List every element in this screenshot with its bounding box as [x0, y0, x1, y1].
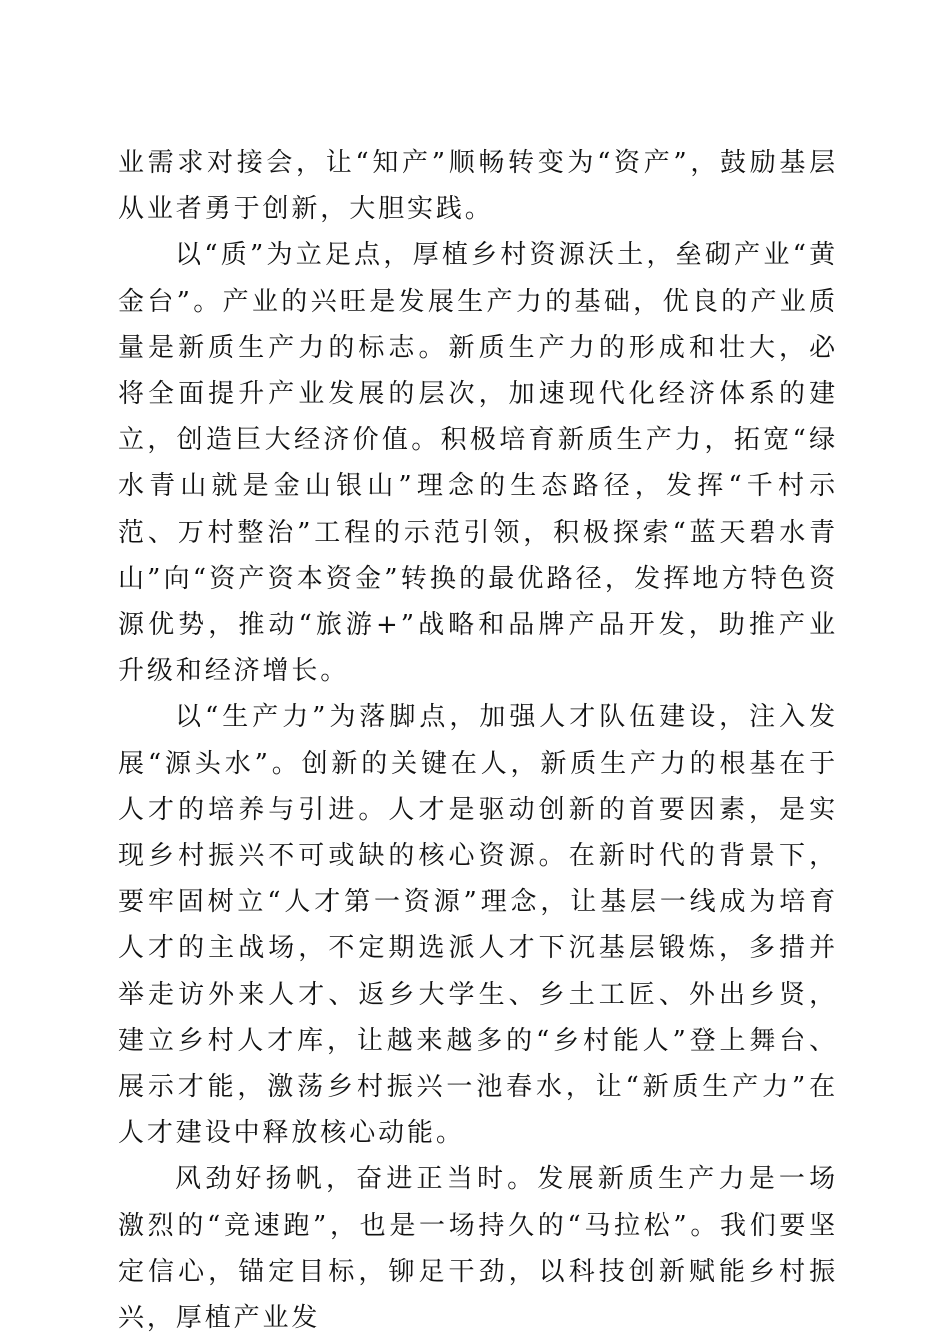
paragraph-3: 以“生产力”为落脚点，加强人才队伍建设，注入发展“源头水”。创新的关键在人，新质生产力的根基在于人才的培养与引进。人才是驱动创新的首要因素，是实现乡村振兴不可或缺的核心资源。在新时代的背景下，要牢固树立“人才第一资源”理念，让基层一线成为培育人才的主战场，不定期选派人才下沉基层锻炼，多措并举走访外来人才、返乡大学生、乡土工匠、外出乡贤，建立乡村人才库，让越来越多的“乡村能人”登上舞台、展示才能，激荡乡村振兴一池春水，让“新质生产力”在人才建设中释放核心动能。	[118, 702, 838, 1149]
document-body	[118, 140, 838, 1341]
paragraph-1: 业需求对接会，让“知产”顺畅转变为“资产”，鼓励基层从业者勇于创新，大胆实践。	[118, 148, 838, 225]
paragraph-4: 风劲好扬帆，奋进正当时。发展新质生产力是一场激烈的“竞速跑”，也是一场持久的“马拉松”。我们要坚定信心，锚定目标，铆足干劲，以科技创新赋能乡村振兴，厚植产业发	[118, 1164, 838, 1334]
paragraph-2: 以“质”为立足点，厚植乡村资源沃土，垒砌产业“黄金台”。产业的兴旺是发展生产力的基础，优良的产业质量是新质生产力的标志。新质生产力的形成和壮大，必将全面提升产业发展的层次，加速现代化经济体系的建立，创造巨大经济价值。积极培育新质生产力，拓宽“绿水青山就是金山银山”理念的生态路径，发挥“千村示范、万村整治”工程的示范引领，积极探索“蓝天碧水青山”向“资产资本资金”转换的最优路径，发挥地方特色资源优势，推动“旅游+”战略和品牌产品开发，助推产业升级和经济增长。	[118, 240, 838, 687]
